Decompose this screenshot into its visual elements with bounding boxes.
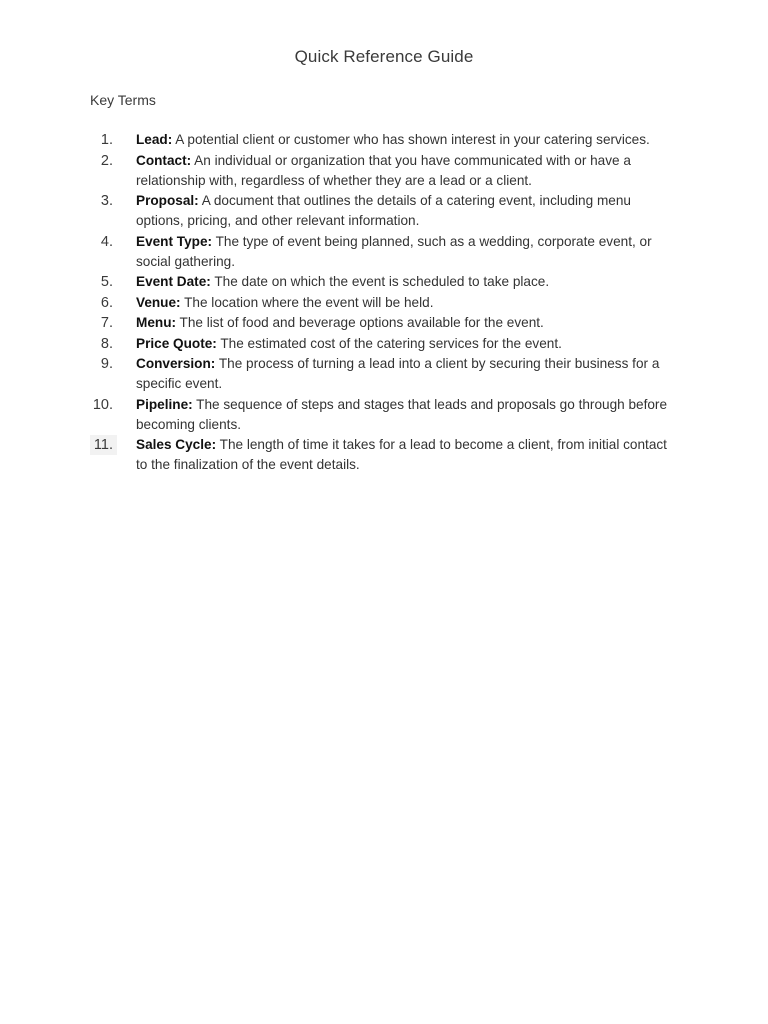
term-definition: A document that outlines the details of a catering event, including menu options, pricing, and other relevant information.: [136, 193, 631, 228]
list-item: [0, 313, 768, 333]
term-definition: An individual or organization that you have communicated with or have a relationship with, regardless of whether they are a lead or a client.: [136, 152, 631, 188]
list-item: [0, 151, 768, 191]
list-item-number: 1.: [100, 132, 113, 148]
term-definition: The location where the event will be held.: [180, 294, 434, 310]
list-item: [0, 435, 768, 475]
list-item-number: 11.: [90, 435, 117, 455]
term-label: Event Type:: [136, 233, 213, 249]
list-item: [0, 272, 768, 292]
term-label: Menu:: [136, 315, 177, 330]
term-definition: The type of event being planned, such as a wedding, corporate event, or social gathering.: [136, 233, 652, 269]
term-definition: The sequence of steps and stages that leads and proposals go through before becoming clients.: [136, 396, 668, 432]
list-item: [0, 395, 768, 435]
list-item: [0, 293, 768, 313]
term-definition: A potential client or customer who has shown interest in your catering services.: [172, 132, 650, 147]
list-item-number: 7.: [100, 315, 113, 331]
term-definition: The process of turning a lead into a client by securing their business for a specific event.: [136, 356, 660, 391]
list-item-number: 2.: [100, 152, 113, 169]
document-title: Quick Reference Guide: [294, 47, 474, 66]
key-terms-list: [0, 130, 768, 476]
term-label: Sales Cycle:: [136, 437, 217, 452]
list-item: [0, 354, 768, 394]
list-item-number: 8.: [100, 335, 113, 352]
term-label: Event Date:: [136, 274, 211, 289]
term-label: Venue:: [136, 294, 181, 310]
list-item-number: 10.: [92, 396, 113, 413]
term-definition: The list of food and beverage options available for the event.: [176, 315, 544, 330]
list-item: [0, 130, 768, 150]
list-item-number: 3.: [100, 193, 113, 209]
term-label: Conversion:: [136, 356, 216, 371]
term-label: Lead:: [136, 132, 173, 147]
list-item: [0, 191, 768, 231]
term-label: Contact:: [136, 152, 192, 168]
list-item: [0, 334, 768, 354]
term-definition: The date on which the event is scheduled to take place.: [210, 274, 550, 289]
term-label: Pipeline:: [136, 396, 193, 412]
list-item-number: 6.: [100, 294, 113, 311]
list-item-number: 5.: [100, 274, 113, 290]
list-item-number: 9.: [100, 356, 113, 372]
term-label: Proposal:: [136, 193, 199, 208]
term-definition: The length of time it takes for a lead to become a client, from initial contact to the finalization of the event details.: [136, 437, 667, 472]
term-label: Price Quote:: [136, 335, 217, 351]
list-item-number: 4.: [100, 233, 113, 250]
term-definition: The estimated cost of the catering services for the event.: [216, 335, 562, 351]
section-heading: Key Terms: [90, 92, 156, 108]
list-item: [0, 232, 768, 272]
